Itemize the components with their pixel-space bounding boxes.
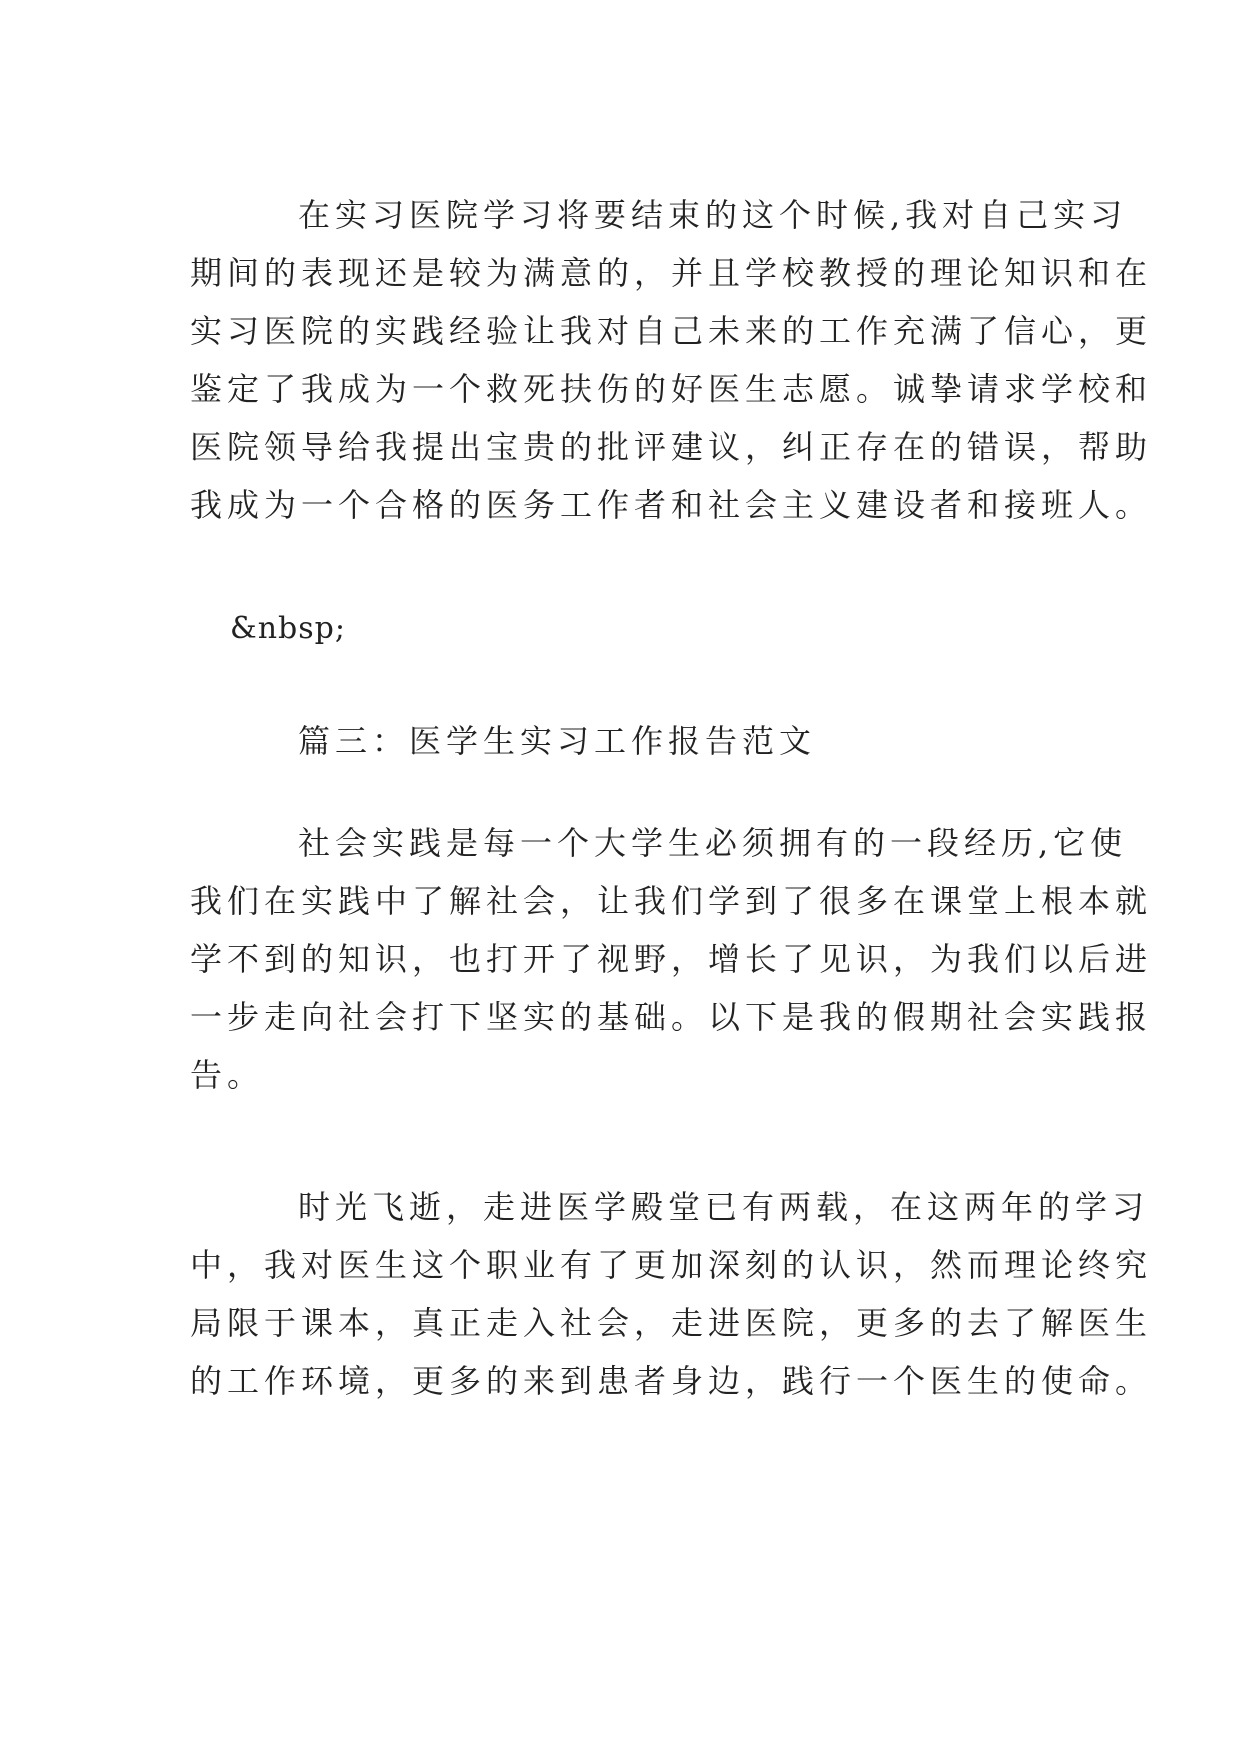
text-line: 一步走向社会打下坚实的基础。以下是我的假期社会实践报	[190, 998, 1153, 1036]
text-line: 中，我对医生这个职业有了更加深刻的认识，然而理论终究	[190, 1246, 1153, 1284]
text-line: 我们在实践中了解社会，让我们学到了很多在课堂上根本就	[190, 882, 1153, 920]
paragraph-time-flies	[190, 1178, 1153, 1410]
text-line: 期间的表现还是较为满意的，并且学校教授的理论知识和在	[190, 254, 1153, 292]
section-heading	[190, 712, 1070, 770]
text-line: 我成为一个合格的医务工作者和社会主义建设者和接班人。	[190, 486, 1153, 524]
text-line: 告。	[190, 1056, 265, 1094]
paragraph-internship-conclusion	[190, 186, 1153, 534]
text-line: 的工作环境，更多的来到患者身边，践行一个医生的使命。	[190, 1362, 1153, 1400]
text-line: 医院领导给我提出宝贵的批评建议，纠正存在的错误，帮助	[190, 428, 1153, 466]
section-title: 篇三：医学生实习工作报告范文	[298, 722, 817, 760]
text-line: 社会实践是每一个大学生必须拥有的一段经历,它使	[298, 824, 1128, 862]
text-line: 鉴定了我成为一个救死扶伤的好医生志愿。诚挚请求学校和	[190, 370, 1153, 408]
text-line: 实习医院的实践经验让我对自己未来的工作充满了信心，更	[190, 312, 1153, 350]
paragraph-social-practice	[190, 814, 1153, 1104]
nbsp-artifact-text: &nbsp;	[230, 611, 346, 646]
text-line: 时光飞逝，走进医学殿堂已有两载，在这两年的学习	[298, 1188, 1150, 1226]
text-line: 在实习医院学习将要结束的这个时候,我对自己实习	[298, 196, 1128, 234]
text-line: 学不到的知识，也打开了视野，增长了见识，为我们以后进	[190, 940, 1153, 978]
text-line: 局限于课本，真正走入社会，走进医院，更多的去了解医生	[190, 1304, 1153, 1342]
